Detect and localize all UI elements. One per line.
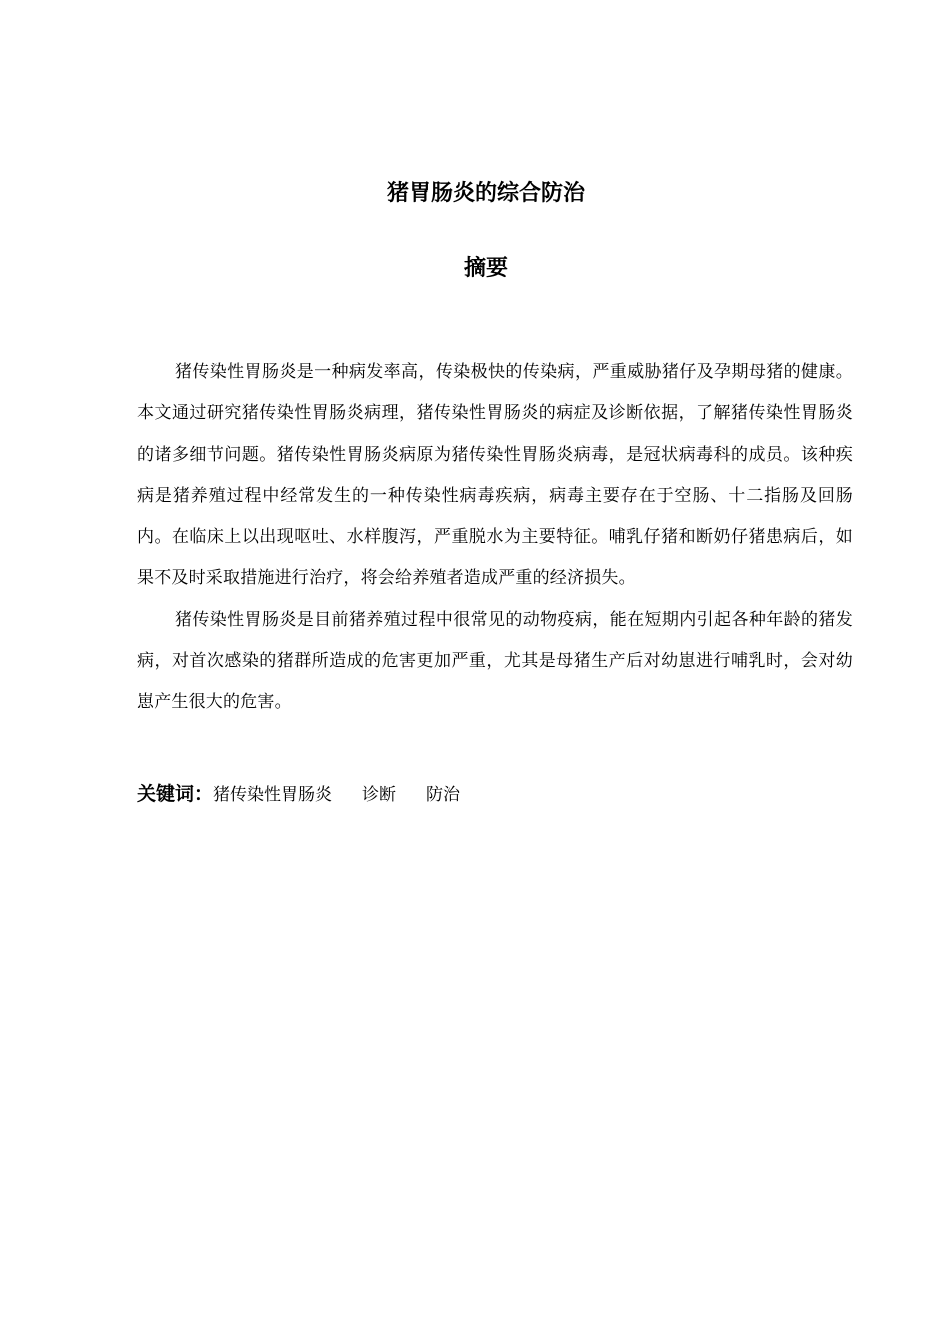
- abstract-paragraph: 猪传染性胃肠炎是目前猪养殖过程中很常见的动物疫病，能在短期内引起各种年龄的猪发病，对首次感染的猪群所造成的危害更加严重，尤其是母猪生产后对幼崽进行哺乳时，会对幼崽产生很大的危害。: [137, 609, 853, 713]
- keyword-item: 防治: [426, 785, 461, 805]
- abstract-heading: 摘要: [463, 256, 508, 281]
- document-title: 猪胃肠炎的综合防治: [386, 181, 585, 206]
- abstract-paragraph: 猪传染性胃肠炎是一种病发率高，传染极快的传染病，严重威胁猪仔及孕期母猪的健康。本文通过研究猪传染性胃肠炎病理，猪传染性胃肠炎的病症及诊断依据，了解猪传染性胃肠炎的诸多细节问题。猪传染性胃肠炎病原为猪传染性胃肠炎病毒，是冠状病毒科的成员。该种疾病是猪养殖过程中经常发生的一种传染性病毒疾病，病毒主要存在于空肠、十二指肠及回肠内。在临床上以出现呕吐、水样腹泻，严重脱水为主要特征。哺乳仔猪和断奶仔猪患病后，如果不及时采取措施进行治疗，将会给养殖者造成严重的经济损失。: [137, 362, 853, 589]
- keywords-label: 关键词：: [137, 783, 214, 805]
- keyword-item: 诊断: [362, 785, 397, 805]
- keyword-item: 猪传染性胃肠炎: [213, 785, 333, 805]
- abstract-body: [137, 352, 853, 724]
- keywords-line: [137, 776, 853, 813]
